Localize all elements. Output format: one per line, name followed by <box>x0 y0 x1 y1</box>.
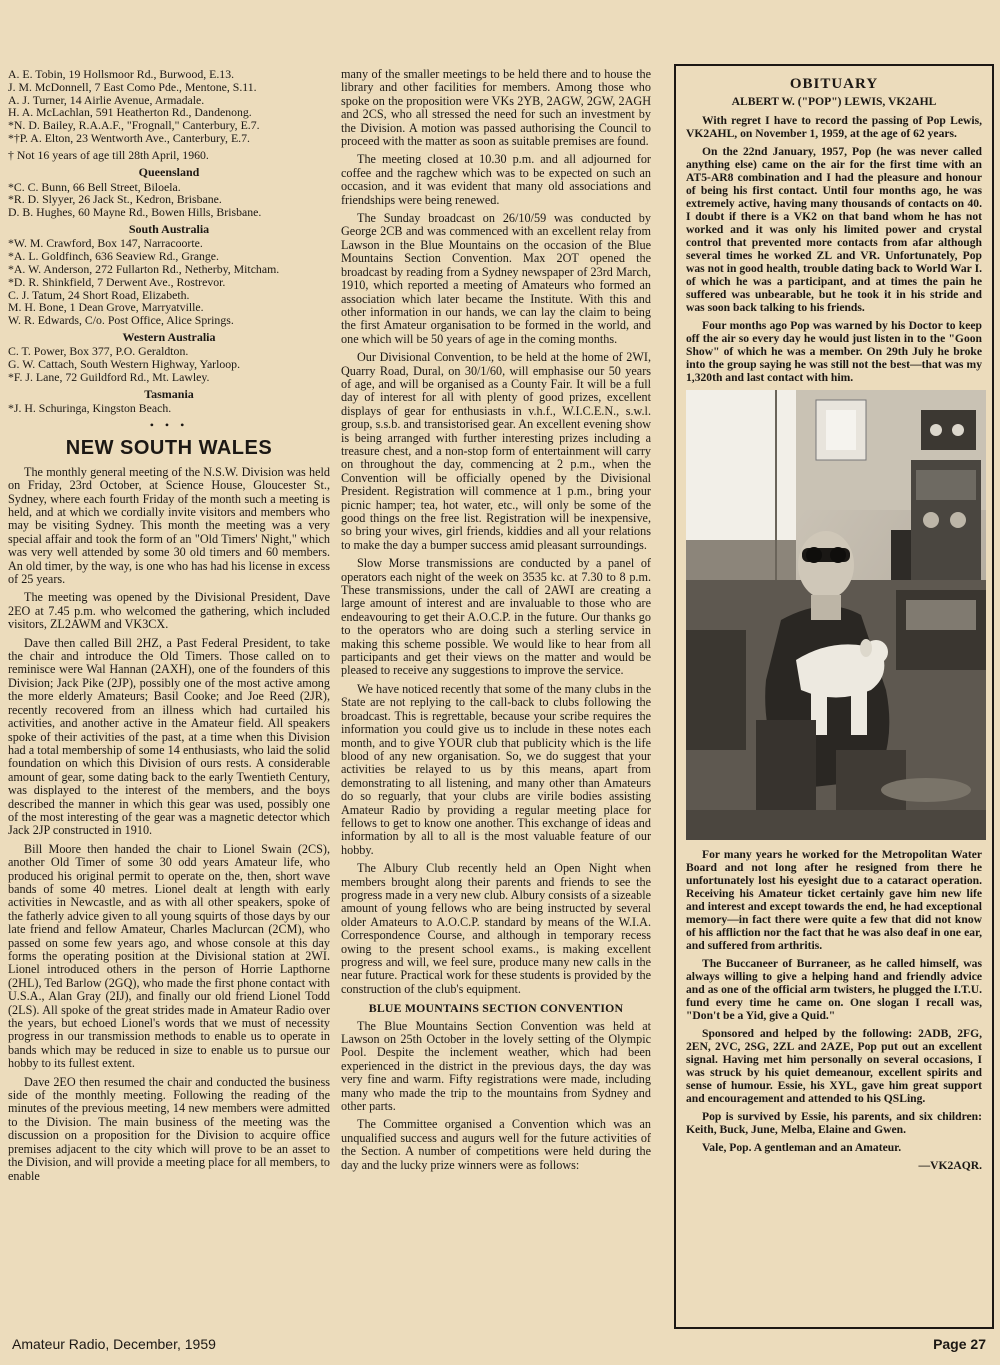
page-number: Page 27 <box>933 1336 986 1352</box>
article-paragraph: We have noticed recently that some of the many clubs in the State are not replying to the call-back to clubs following the broadcast. This is regrettable, because your scribe requires the information you could give us to include in these notes each month, and to give YOUR club that publicity which is the life blood of any new organisation. So, we do suggest that your activities be relayed to us by this means, apart from demonstrating to all listening, and many other than Amateurs do so reguarly, that your clubs are virile bodies assisting Amateur Radio by providing a regular meeting place for fellows to get to know one another. This exchange of ideas and information by all to all is the most valuable feature of our hobby. <box>341 681 651 857</box>
list-item: D. B. Hughes, 60 Mayne Rd., Bowen Hills, Brisbane. <box>8 205 262 220</box>
list-item: *J. H. Schuringa, Kingston Beach. <box>8 401 172 416</box>
article-paragraph: Dave then called Bill 2HZ, a Past Federal President, to take the chair and introduce the Old Timers. Those called on to reminisce were Wal Hannan (2AXH), one of the founders of this Division; Jack Pike (2JP), possibly one of the most active among the more elderly Amateurs; Basil Cooke; and Joe Reed (2JR), recently recovered from an illness which had curtailed his activities, and another active in the Amateur field. All speakers spoke of their activities of the past, at a time when this Division had a total membership of some 14 enthusiasts, who laid the solid foundation on which this Division of ours rests. A considerable amount of gear, some dating back to the early Twentieth Century, was displayed to the interest of the members, and the boys described the manner in which this gear was used, possibly one of the most interesting of the gear was a magnetic detector which Jack 2JP constructed in 1910. <box>8 635 330 838</box>
article-paragraph: The Albury Club recently held an Open Night when members brought along their parents and friends to see the progress made in a very new club. Albury consists of a sizeable amount of young fellows who are being instructed by several older Amateurs to A.O.C.P. standard by means of the W.I.A. Correspondence Course, and although in temporary recess owing to the present school exams., is making excellent progress and will, we feel sure, produce many new calls in the near future. Practical work for these students is provided by the construction of the club's equipment. <box>341 861 651 996</box>
section-heading-blue-mountains: BLUE MOUNTAINS SECTION CONVENTION <box>368 1001 624 1016</box>
article-paragraph: Slow Morse transmissions are conducted by a panel of operators each night of the week on 3535 kc. at 7.30 to 8 p.m. These transmissions, under the call of 2AWI are creating a large amount of interest and are invaluable to those who are endeavouring to get their A.O.C.P. in the future. Our thanks go to the operators who are doing such a sterling service in making this scheme possible. We would like to hear from all participants and get their views on the matter and would be pleased to receive any suggestions to improve the service. <box>341 556 651 678</box>
article-paragraph: The Blue Mountains Section Convention was held at Lawson on 25th October in the lovely setting of the Olympic Pool. Despite the inclement weather, which had been experienced in the district in the previous days, the day was very fine and warm. Fifty registrations were made, including many who made the trip to the mountains from Sydney and other parts. <box>341 1018 651 1114</box>
list-item: G. W. Cattach, South Western Highway, Yarloop. <box>8 357 241 372</box>
article-paragraph: The Sunday broadcast on 26/10/59 was conducted by George 2CB and was commenced with an excellent relay from Lawson in the Blue Mountains on the occasion of the Blue Mountains Section Convention. Max 2OT opened the broadcast by reading from a Sydney newspaper of 23rd March, 1910, which reported a meeting of Amateurs who formed an association which later became the Institute. With this and other information in our hands, we can lay the claim to being the first Amateur organisation to be formed in the world, and one which will be 50 years of age in the coming months. <box>341 211 651 346</box>
sa-member-list <box>8 237 330 327</box>
obituary-signature: —VK2AQR. <box>918 1159 982 1172</box>
article-paragraph: The meeting was opened by the Divisional President, Dave 2EO at 7.45 p.m. who welcomed the gathering, which included visitors, ZL2AWM and VK3CX. <box>8 590 330 632</box>
list-item: A. E. Tobin, 19 Hollsmoor Rd., Burwood, E.13. <box>8 67 235 81</box>
obituary-paragraph: The Buccaneer of Burraneer, as he called himself, was always willing to give a helping hand and friendly advice and as one of the official arm twisters, he plugged the I.T.U. fund every time he came on. One slogan I recall was, "Don't be a Yid, give a Quid." <box>686 957 982 1022</box>
left-column <box>8 68 330 1188</box>
obituary-title: OBITUARY <box>789 76 879 92</box>
article-paragraph: The meeting closed at 10.30 p.m. and all adjourned for coffee and the ragchew which was to be expected on such an occasion, and it was evident that many old associations and friendships were being renewed. <box>341 152 651 207</box>
age-note: † Not 16 years of age till 28th April, 1960. <box>8 147 209 162</box>
section-heading-nsw: NEW SOUTH WALES <box>65 437 273 460</box>
obituary-paragraph: For many years he worked for the Metropolitan Water Board and not long after he resigned from there he unfortunately lost his eyesight due to a cataract operation. Receiving his Amateur ticket certainly gave him new life and interest and except towards the end, he had exceptional memory—in fact there were quite a few that did not know of his affliction nor the fact that he was also deaf in one ear, and suffered from arthritis. <box>686 848 982 952</box>
list-item: *†P. A. Elton, 23 Wentworth Ave., Canterbury, E.7. <box>8 130 250 145</box>
vic-member-list <box>8 68 330 145</box>
middle-column <box>341 68 651 1177</box>
article-paragraph: Our Divisional Convention, to be held at the home of 2WI, Quarry Road, Dural, on 30/1/60, will emphasise our 50 years of age, and will be organised as a County Fair. It will be a full day of interest for all with plenty of good prizes, excellent displays of gear for enthusiasts in v.h.f., W.I.C.E.N., s.w.l. group, s.s.b. and transistorised gear. An excellent evening show is being arranged with further interesting prizes including a treasure chest, and a non-stop form of entertainment will carry on throughout the day, commencing at 2 p.m., when the Convention will be officially opened by the Divisional President. Registration will commence at 1 p.m., bring your picnic hamper; tea, hot water, etc., will only be some of the good things on the free list. Registration will be inexpensive, so bring your wives, girl friends, kiddies and all your relations to make the day a bumper success amid pleasant surroundings. <box>341 350 651 552</box>
obituary-paragraph: Sponsored and helped by the following: 2ADB, 2FG, 2EN, 2VC, 2SG, 2ZL and 2AZE, Pop put out an excellent signal. Having met him personally on several occasions, I was struck by his quiet demeanour, excellent spirits and sense of humour. Essie, his XYL, gave him great support and encouragement and attended to his QSLing. <box>686 1027 982 1105</box>
list-item: M. H. Bone, 1 Dean Grove, Marryatville. <box>8 300 204 315</box>
list-item: *W. M. Crawford, Box 147, Narracoorte. <box>8 236 203 251</box>
list-item: C. J. Tatum, 24 Short Road, Elizabeth. <box>8 287 190 302</box>
obituary-box <box>674 64 994 1329</box>
wa-member-list <box>8 345 330 383</box>
section-divider: • • • <box>149 417 189 432</box>
obituary-paragraph: With regret I have to record the passing of Pop Lewis, VK2AHL, on November 1, 1959, at the age of 62 years. <box>686 114 982 140</box>
list-item: W. R. Edwards, C/o. Post Office, Alice Springs. <box>8 313 234 328</box>
state-heading-tasmania: Tasmania <box>144 386 194 401</box>
list-item: C. T. Power, Box 377, P.O. Geraldton. <box>8 344 189 359</box>
list-item: *F. J. Lane, 72 Guildford Rd., Mt. Lawley. <box>8 369 210 384</box>
article-paragraph: many of the smaller meetings to be held there and to house the library and other facilities for members. Among those who spoke on the proposition were VKs 2YB, 2AGW, 2GW, 2AGH and 2CS, who all stressed the need for such an investment by the Division. A motion was passed authorising the Council to proceed with the matter as soon as suitable premises are found. <box>341 67 651 149</box>
tas-member-list <box>8 402 330 415</box>
list-item: *N. D. Bailey, R.A.A.F., "Frognall," Canterbury, E.7. <box>8 118 260 133</box>
state-heading-queensland: Queensland <box>138 165 200 180</box>
list-item: *R. D. Slyyer, 26 Jack St., Kedron, Brisbane. <box>8 192 222 207</box>
obituary-paragraph: On the 22nd January, 1957, Pop (he was never called anything else) came on the air for the first time with an AT5-AR8 combination and I had the pleasure and honour of being his first contact. Until four months ago, he was extremely active, having many thousands of contacts on 40. I doubt if there is a VK2 on that band whom he has not worked and it was only his limited power and crystal control that prevented more contacts from afar although several times he worked ZL and VR. Unfortunately, Pop was not in good health, trouble dating back to World War I. of which he was a participant, and at times the pain he suffered was unbearable, but he took it in his stride and was soon back talking to his friends. <box>686 145 982 314</box>
qld-member-list <box>8 181 330 219</box>
list-item: *A. L. Goldfinch, 636 Seaview Rd., Grange. <box>8 249 219 264</box>
radio-shack-photo <box>686 390 986 840</box>
list-item: J. M. McDonnell, 7 East Como Pde., Mentone, S.11. <box>8 79 257 94</box>
obituary-paragraph: Vale, Pop. A gentleman and an Amateur. <box>702 1141 902 1154</box>
list-item: A. J. Turner, 14 Airlie Avenue, Armadale. <box>8 92 205 107</box>
state-heading-south-australia: South Australia <box>128 221 210 236</box>
article-paragraph: The Committee organised a Convention which was an unqualified success and augurs well for the future activities of the Section. A number of competitions were held during the day and the lucky prize winners were as follows: <box>341 1117 651 1172</box>
footer-publication: Amateur Radio, December, 1959 <box>12 1336 216 1352</box>
obituary-subtitle: ALBERT W. ("POP") LEWIS, VK2AHL <box>731 95 937 108</box>
list-item: *D. R. Shinkfield, 7 Derwent Ave., Rostrevor. <box>8 274 226 289</box>
list-item: H. A. McLachlan, 591 Heatherton Rd., Dandenong. <box>8 105 252 120</box>
obituary-paragraph: Four months ago Pop was warned by his Doctor to keep off the air so every day he would just listen in to the "Goon Show" of which he was a member. On 29th July he broke into the group saying he was still not the best—that was my 1,320th and last contact with him. <box>686 319 982 384</box>
state-heading-western-australia: Western Australia <box>122 329 216 344</box>
article-paragraph: Bill Moore then handed the chair to Lionel Swain (2CS), another Old Timer of some 30 odd years Amateur life, who produced his original permit to operate on the, then, short wave bands of some 40 metres. Lionel dealt at length with early activities in Newcastle, and as with all other speakers, spoke of the fatherly advice given to all young squirts of those days by our late friend and fellow Amateur, Charles Maclurcan (2CM), who passed on some few years ago, and whose console at this day forms the operating position at the Divisional station at 2WI. Lionel introduced others in the person of Horrie Lapthorne (2HL), Ted Barlow (2GQ), who made the first phone contact with U.S.A., Alan Gray (2IJ), and finally our old friend Lionel Todd (2LS). All spoke of the great strides made in Amateur Radio over the years, but echoed Lionel's words that we must of necessity progress in our transmission methods to enable us to operate in bands which may be reduced in size to enable us to pursue our hobby to its fullest extent. <box>8 841 330 1071</box>
list-item: *C. C. Bunn, 66 Bell Street, Biloela. <box>8 179 181 194</box>
article-paragraph: Dave 2EO then resumed the chair and conducted the business side of the monthly meeting. Following the reading of the minutes of the previous meeting, 14 new members were admitted to the Division. The main business of the meeting was the discussion on a proposition for the Division to acquire office premises adjacent to the city which will prove to be an asset to the Division, and will provide a meeting place for all members, to enable <box>8 1074 330 1183</box>
list-item: *A. W. Anderson, 272 Fullarton Rd., Netherby, Mitcham. <box>8 261 280 276</box>
article-paragraph: The monthly general meeting of the N.S.W. Division was held on Friday, 23rd October, at Science House, Gloucester St., Sydney, where each fourth Friday of the month such a meeting is held, and at which we cordially invite visitors and members who may be visiting Sydney. This month the meeting was a very special affair and took the form of an "Old Timers' Night," which was very well attended by some 30 old timers and 60 members. An old timer, by the way, is one who has had his license in excess of 25 years. <box>8 464 330 587</box>
obituary-paragraph: Pop is survived by Essie, his parents, and six children: Keith, Buck, June, Melba, Elaine and Gwen. <box>686 1110 982 1136</box>
